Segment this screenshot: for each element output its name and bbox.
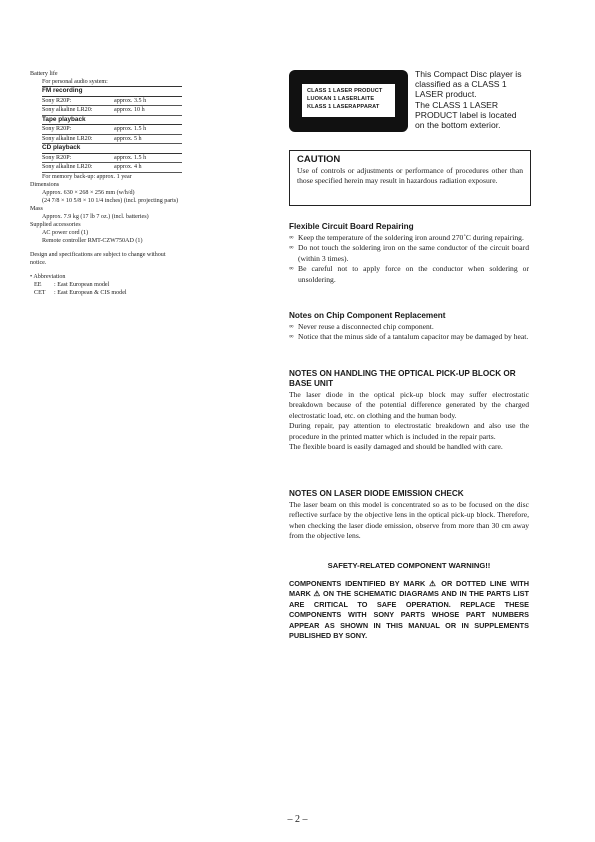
mass-label: Mass xyxy=(30,205,43,212)
battery-type: Sony alkaline LR20: xyxy=(42,107,93,113)
battery-table-heading: CD playback xyxy=(42,144,182,154)
list-item-text: Never reuse a disconnected chip component. xyxy=(298,322,434,331)
battery-type: Sony alkaline LR20: xyxy=(42,135,93,142)
chip-replacement-title: Notes on Chip Component Replacement xyxy=(289,311,446,320)
battery-table-row xyxy=(42,135,182,145)
battery-duration: approx. 10 h xyxy=(114,107,145,113)
chip-replacement-section xyxy=(289,311,529,343)
safety-warning-title: SAFETY-RELATED COMPONENT WARNING!! xyxy=(327,561,491,570)
battery-life-label: Battery life xyxy=(30,71,58,77)
abbreviation-code: EE xyxy=(34,281,42,288)
flexible-board-title: Flexible Circuit Board Repairing xyxy=(289,222,414,231)
laser-label-line: CLASS 1 LASER PRODUCT xyxy=(307,88,383,94)
infinity-bullet-icon: ∞ xyxy=(289,244,294,252)
infinity-bullet-icon: ∞ xyxy=(289,234,294,241)
list-item-text: Do not touch the soldering iron on the same conductor of the circuit board (within 3 times). xyxy=(298,243,529,263)
battery-duration: approx. 5 h xyxy=(114,135,142,142)
caution-title: CAUTION xyxy=(297,154,341,165)
caution-body: Use of controls or adjustments or performance of procedures other than those specified herein may result in hazardous radiation exposure. xyxy=(297,166,523,185)
battery-table-row xyxy=(42,97,182,107)
safety-warning-body: COMPONENTS IDENTIFIED BY MARK ⚠ OR DOTTED LINE WITH MARK ⚠ ON THE SCHEMATIC DIAGRAMS AND IN THE PARTS LIST ARE CRITICAL TO SAFE OPERATION. REPLACE THESE COMPONENTS WITH SONY PARTS WHOSE PART NUMBERS APPEAR AS SHOWN IN THIS MANUAL OR IN SUPPLEMENTS PUBLISHED BY SONY. xyxy=(289,579,529,641)
abbreviation-meaning: : East European model xyxy=(54,281,110,288)
dimensions-label: Dimensions xyxy=(30,181,60,188)
design-note: Design and specifications are subject to change without xyxy=(30,251,166,258)
laser-description-line: PRODUCT label is located xyxy=(415,109,517,120)
list-item xyxy=(289,264,529,285)
dimensions-imperial: (24 7/8 × 10 5/8 × 10 1/4 inches) (incl. projecting parts) xyxy=(42,197,179,204)
abbreviation-code: CET xyxy=(34,289,46,296)
laser-class-description xyxy=(415,69,540,130)
battery-duration: approx. 3.5 h xyxy=(114,97,147,104)
personal-audio-label: For personal audio system: xyxy=(42,79,108,85)
optical-pickup-title: NOTES ON HANDLING THE OPTICAL PICK-UP BLOCK OR BASE UNIT xyxy=(289,369,516,388)
optical-pickup-paragraph: The flexible board is easily damaged and should be handled with care. xyxy=(289,442,503,452)
list-item-text: Keep the temperature of the soldering iron around 270˚C during repairing. xyxy=(298,233,524,242)
specifications-column xyxy=(30,70,230,297)
page-number: – 2 – xyxy=(287,814,308,825)
laser-label-line: KLASS 1 LASERAPPARAT xyxy=(307,104,380,110)
battery-type: Sony R20P: xyxy=(42,126,72,132)
list-item-text: Notice that the minus side of a tantalum capacitor may be damaged by heat. xyxy=(298,332,529,342)
battery-table-heading: Tape playback xyxy=(42,116,182,126)
accessories-label: Supplied accessories xyxy=(30,221,81,228)
list-item xyxy=(289,322,529,332)
accessory-item: AC power cord (1) xyxy=(42,229,89,236)
mass-value: Approx. 7.9 kg (17 lb 7 oz.) (incl. batteries) xyxy=(42,213,149,220)
laser-description-line: on the bottom exterior. xyxy=(415,120,501,131)
laser-description-line: This Compact Disc player is xyxy=(415,69,522,79)
laser-product-label xyxy=(289,70,408,132)
battery-table-row xyxy=(42,106,182,116)
list-item xyxy=(289,332,529,342)
battery-table xyxy=(42,86,182,173)
infinity-bullet-icon: ∞ xyxy=(289,265,294,273)
design-note: notice. xyxy=(30,259,47,266)
battery-duration: approx. 1.5 h xyxy=(114,126,147,132)
infinity-bullet-icon: ∞ xyxy=(289,333,294,341)
caution-box xyxy=(289,150,531,206)
infinity-bullet-icon: ∞ xyxy=(289,323,294,330)
laser-description-line: The CLASS 1 LASER xyxy=(415,99,499,110)
optical-pickup-paragraph: The laser diode in the optical pick-up block may suffer electrostatic breakdown because of the potential difference generated by the charged electrostatic load, etc. on clothing and the human body. xyxy=(289,390,529,420)
flexible-board-section xyxy=(289,222,529,285)
battery-duration: approx. 4 h xyxy=(114,164,142,170)
laser-emission-section xyxy=(289,489,529,542)
optical-pickup-paragraph: During repair, pay attention to electrostatic breakdown and also use the procedure in the printed matter which is included in the repair parts. xyxy=(289,421,529,441)
accessory-item: Remote controller RMT-CZW750AD (1) xyxy=(42,237,143,244)
optical-pickup-section xyxy=(289,369,529,452)
laser-label-line: LUOKAN 1 LASERLAITE xyxy=(307,96,375,102)
memory-backup: For memory back-up: approx. 1 year xyxy=(42,173,132,180)
laser-emission-title: NOTES ON LASER DIODE EMISSION CHECK xyxy=(289,489,464,498)
battery-type: Sony R20P: xyxy=(42,97,72,104)
dimensions-metric: Approx. 630 × 268 × 256 mm (w/h/d) xyxy=(42,189,135,196)
laser-label-text-panel xyxy=(302,84,395,117)
abbreviation-meaning: : East European & CIS model xyxy=(54,289,127,296)
laser-description-line: classified as a CLASS 1 xyxy=(415,79,507,90)
abbreviation-row xyxy=(30,289,230,297)
laser-description-line: LASER product. xyxy=(415,89,477,100)
battery-table-row xyxy=(42,163,182,173)
list-item xyxy=(289,233,529,243)
battery-type: Sony R20P: xyxy=(42,154,72,161)
battery-table-row xyxy=(42,125,182,135)
laser-emission-body: The laser beam on this model is concentrated so as to be focused on the disc reflective surface by the objective lens in the optical pick-up block. Therefore, when checking the laser diode emission, observe from more than 30 cm away from the objective lens. xyxy=(289,500,529,541)
list-item xyxy=(289,243,529,264)
battery-type: Sony alkaline LR20: xyxy=(42,164,93,170)
battery-table-row xyxy=(42,154,182,164)
list-item-text: Be careful not to apply force on the conductor when soldering or unsoldering. xyxy=(298,264,529,284)
abbreviation-label: • Abbreviation xyxy=(30,273,66,280)
battery-table-heading: FM recording xyxy=(42,87,182,97)
abbreviation-row xyxy=(30,281,230,289)
battery-duration: approx. 1.5 h xyxy=(114,154,147,161)
